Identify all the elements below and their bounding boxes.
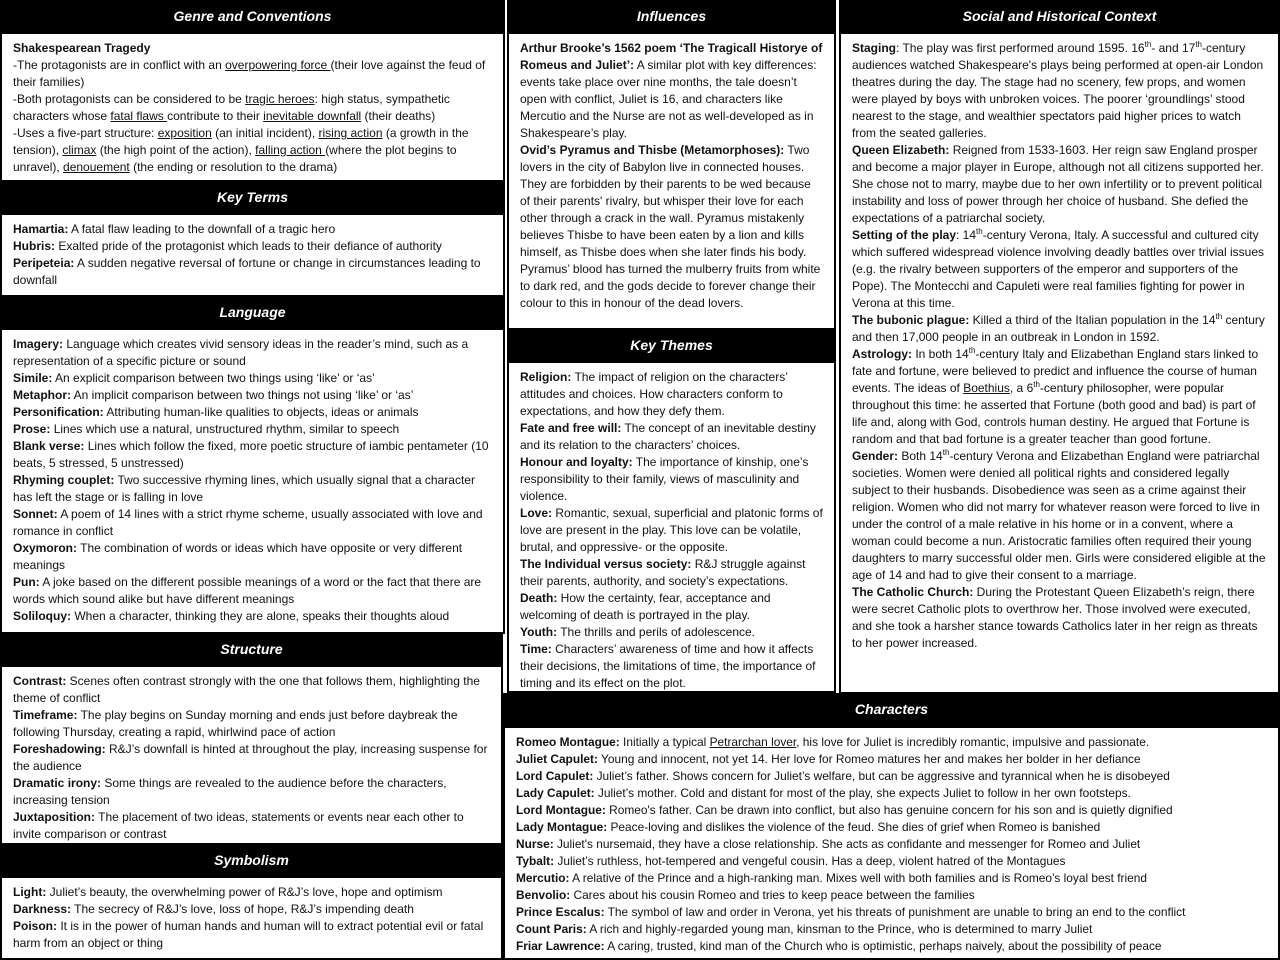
character-item: Lord Capulet: Juliet’s father. Shows concern for Juliet’s welfare, but can be aggressive and tyrannical when he is disobeyed [516, 769, 1170, 783]
social-gender: Gender: Both 14th-century Verona and Elizabethan England were patriarchal societies. Women were denied all political rights and considered legally subject to their husbands. Disobedience was seen as a crime against their religion. Women who did not marry for whatever reason were forced to live in under the control of a male relative in his home or in a convent, where a woman could become a nun. Aristocratic families often required their young daughters to marry successful older men. Girls were considered eligible at the age of 14 and had to give their consent to a marriage. [852, 448, 1266, 582]
social-staging: Staging: The play was first performed around 1595. 16th- and 17th-century audiences watched Shakespeare's plays being performed at open-air London theatres during the day. The stage had no scenery, few props, and women were played by boys with unbroken voices. The poorer ‘groundlings’ stood nearest to the stage, and wealthier spectators paid higher prices to watch from the seated galleries. [852, 40, 1264, 140]
key-term-item: Hubris: Exalted pride of the protagonist which leads to their defiance of authority [13, 239, 442, 253]
theme-item: Time: Characters’ awareness of time and how it affects their decisions, the limitations of time, the importance of timing and its effect on the plot. [520, 642, 816, 690]
character-item: Prince Escalus: The symbol of law and order in Verona, yet his threats of punishment are unable to bring an end to the conflict [516, 905, 1186, 919]
key-term-item: Hamartia: A fatal flaw leading to the downfall of a tragic hero [13, 222, 336, 236]
symbolism-header: Symbolism [0, 844, 503, 876]
characters-box [503, 726, 1280, 960]
social-astrology: Astrology: In both 14th-century Italy and Elizabethan England stars linked to fate and fortune, were believed to predict and influence the course of human events. The ideas of Boethius, a 6th-century philosopher, were popular throughout this time: he asserted that Fortune (both good and bad) is part of life and, along with God, controls human destiny. He argued that Fortune is random and that bad fortune is a greater teacher than good fortune. [852, 346, 1259, 446]
character-item: Mercutio: A relative of the Prince and a high-ranking man. Mixes well with both families and is Romeo’s loyal best friend [516, 871, 1147, 885]
social-queen: Queen Elizabeth: Reigned from 1533-1603. Her reign saw England prosper and become a major player in Europe, although not all citizens supported her. She chose not to marry, maybe due to her own infertility or to prevent political instability and loss of power through her choice of husband. She defied the expectations of a patriarchal society. [852, 143, 1264, 225]
influences-box [507, 32, 836, 330]
key-term-item: Peripeteia: A sudden negative reversal of fortune or change in circumstances leading to downfall [13, 256, 481, 287]
symbol-item: Darkness: The secrecy of R&J’s love, loss of hope, R&J’s impending death [13, 902, 414, 916]
symbol-item: Poison: It is in the power of human hands and human will to extract potential evil or fatal harm from an object or thing [13, 919, 484, 950]
structure-box [0, 665, 503, 845]
character-item: Friar Lawrence: A caring, trusted, kind man of the Church who is optimistic, perhaps naively, about the possibility of peace [516, 939, 1162, 953]
symbol-item: Light: Juliet’s beauty, the overwhelming power of R&J’s love, hope and optimism [13, 885, 443, 899]
social-header: Social and Historical Context [839, 0, 1280, 32]
genre-point-2: -Both protagonists can be considered to be tragic heroes: high status, sympathetic characters whose fatal flaws contribute to their inevitable downfall (their deaths) [13, 92, 450, 123]
character-item: Lady Montague: Peace-loving and dislikes the violence of the feud. She dies of grief when Romeo is banished [516, 820, 1101, 834]
character-item: Lord Montague: Romeo's father. Can be drawn into conflict, but also has genuine concern for his son and is quietly dignified [516, 803, 1173, 817]
symbolism-box [0, 876, 503, 960]
theme-item: Honour and loyalty: The importance of kinship, one’s responsibility to their family, views of masculinity and violence. [520, 455, 809, 503]
language-item: Simile: An explicit comparison between two things using ‘like’ or ‘as’ [13, 371, 375, 385]
theme-item: Death: How the certainty, fear, acceptance and welcoming of death is portrayed in the play. [520, 591, 771, 622]
genre-point-1: -The protagonists are in conflict with an overpowering force (their love against the feud of their families) [13, 58, 486, 89]
language-item: Imagery: Language which creates vivid sensory ideas in the reader’s mind, such as a representation of a specific picture or sound [13, 337, 469, 368]
structure-item: Timeframe: The play begins on Sunday morning and ends just before daybreak the following Thursday, creating a rapid, whirlwind pace of action [13, 708, 458, 739]
influences-header: Influences [507, 0, 836, 32]
character-item: Count Paris: A rich and highly-regarded young man, kinsman to the Prince, who is determined to marry Juliet [516, 922, 1093, 936]
language-item: Blank verse: Lines which follow the fixed, more poetic structure of iambic pentameter (10 beats, 5 stressed, 5 unstressed) [13, 439, 489, 470]
genre-header: Genre and Conventions [0, 0, 505, 32]
character-item: Juliet Capulet: Young and innocent, not yet 14. Her love for Romeo matures her and makes her bolder in her defiance [516, 752, 1141, 766]
language-item: Sonnet: A poem of 14 lines with a strict rhyme scheme, usually associated with love and romance in conflict [13, 507, 483, 538]
structure-item: Foreshadowing: R&J’s downfall is hinted at throughout the play, increasing suspense for the audience [13, 742, 488, 773]
social-setting: Setting of the play: 14th-century Verona, Italy. A successful and cultured city which suffered widespread violence involving deadly battles over trivial issues (e.g. the rivalry between supporters of the emperor and supporters of the Pope). The Montecchi and Capuleti were real families fighting for power in Verona at this time. [852, 227, 1264, 310]
language-item: Personification: Attributing human-like qualities to objects, ideas or animals [13, 405, 419, 419]
social-box [839, 32, 1280, 694]
character-item: Romeo Montague: Initially a typical Petrarchan lover, his love for Juliet is incredibly romantic, impulsive and passionate. [516, 735, 1150, 749]
theme-item: Youth: The thrills and perils of adolescence. [520, 625, 755, 639]
structure-item: Contrast: Scenes often contrast strongly with the one that follows them, highlighting the theme of conflict [13, 674, 480, 705]
characters-header: Characters [503, 693, 1280, 726]
genre-point-3: -Uses a five-part structure: exposition (an initial incident), rising action (a growth in the tension), climax (the high point of the action), falling action (where the plot begins to unravel), denouement (the ending or resolution to the drama) [13, 126, 469, 174]
key-themes-box [507, 361, 836, 693]
language-item: Oxymoron: The combination of words or ideas which have opposite or very different meanings [13, 541, 463, 572]
theme-item: Fate and free will: The concept of an inevitable destiny and its relation to the characters’ choices. [520, 421, 816, 452]
language-box [0, 328, 505, 634]
social-church: The Catholic Church: During the Protestant Queen Elizabeth’s reign, there were secret Catholic plots to overthrow her. Those involved were executed, and she took a harsher stance towards Catholics later in her reign as threats to her power increased. [852, 585, 1258, 650]
key-terms-header: Key Terms [0, 181, 505, 213]
character-item: Benvolio: Cares about his cousin Romeo and tries to keep peace between the families [516, 888, 975, 902]
language-item: Metaphor: An implicit comparison between two things not using ‘like’ or ‘as’ [13, 388, 414, 402]
genre-title: Shakespearean Tragedy [13, 41, 151, 55]
theme-item: Love: Romantic, sexual, superficial and platonic forms of love are present in the play. This love can be volatile, brutal, and oppressive- or the opposite. [520, 506, 823, 554]
influence-item: Arthur Brooke’s 1562 poem ‘The Tragicall Historye of Romeus and Juliet’: A similar plot with key differences: events take place over nine months, the tale doesn’t open with conflict, Juliet is 16, and characters like Mercutio and the Nurse are not as well-developed as in Shakespeare’s play. [520, 41, 823, 140]
character-item: Tybalt: Juliet’s ruthless, hot-tempered and vengeful cousin. Has a deep, violent hatred of the Montagues [516, 854, 1066, 868]
social-plague: The bubonic plague: Killed a third of the Italian population in the 14th century and then 17,000 people in an outbreak in London in 1592. [852, 312, 1265, 344]
theme-item: Religion: The impact of religion on the characters’ attitudes and choices. How characters conform to expectations, and how they defy them. [520, 370, 788, 418]
key-terms-box [0, 213, 505, 297]
key-themes-header: Key Themes [507, 329, 836, 361]
language-item: Soliloquy: When a character, thinking they are alone, speaks their thoughts aloud [13, 609, 450, 623]
theme-item: The Individual versus society: R&J struggle against their parents, authority, and society’s expectations. [520, 557, 806, 588]
structure-item: Juxtaposition: The placement of two ideas, statements or events near each other to invite comparison or contrast [13, 810, 464, 841]
language-item: Pun: A joke based on the different possible meanings of a word or the fact that there are words which sound alike but have different meanings [13, 575, 482, 606]
genre-box [0, 32, 505, 182]
character-item: Nurse: Juliet's nursemaid, they have a close relationship. She acts as confidante and messenger for Romeo and Juliet [516, 837, 1141, 851]
structure-header: Structure [0, 633, 503, 665]
character-item: Lady Capulet: Juliet’s mother. Cold and distant for most of the play, she expects Juliet to follow in her own footsteps. [516, 786, 1131, 800]
structure-item: Dramatic irony: Some things are revealed to the audience before the characters, increasing tension [13, 776, 447, 807]
language-header: Language [0, 296, 505, 328]
influence-item: Ovid’s Pyramus and Thisbe (Metamorphoses): Two lovers in the city of Babylon live in connected houses. They are forbidden by their parents to be wed because of their parents' rivalry, but whisper their love for each other through a crack in the wall. Pyramus mistakenly believes Thisbe to have been eaten by a lion and kills himself, as Thisbe does when she later finds his body. Pyramus’ blood has turned the mulberry fruits from white to dark red, and the gods decide to forever change their colour to this in honour of the dead lovers. [520, 143, 821, 310]
language-item: Rhyming couplet: Two successive rhyming lines, which usually signal that a character has left the stage or is falling in love [13, 473, 475, 504]
language-item: Prose: Lines which use a natural, unstructured rhythm, similar to speech [13, 422, 400, 436]
